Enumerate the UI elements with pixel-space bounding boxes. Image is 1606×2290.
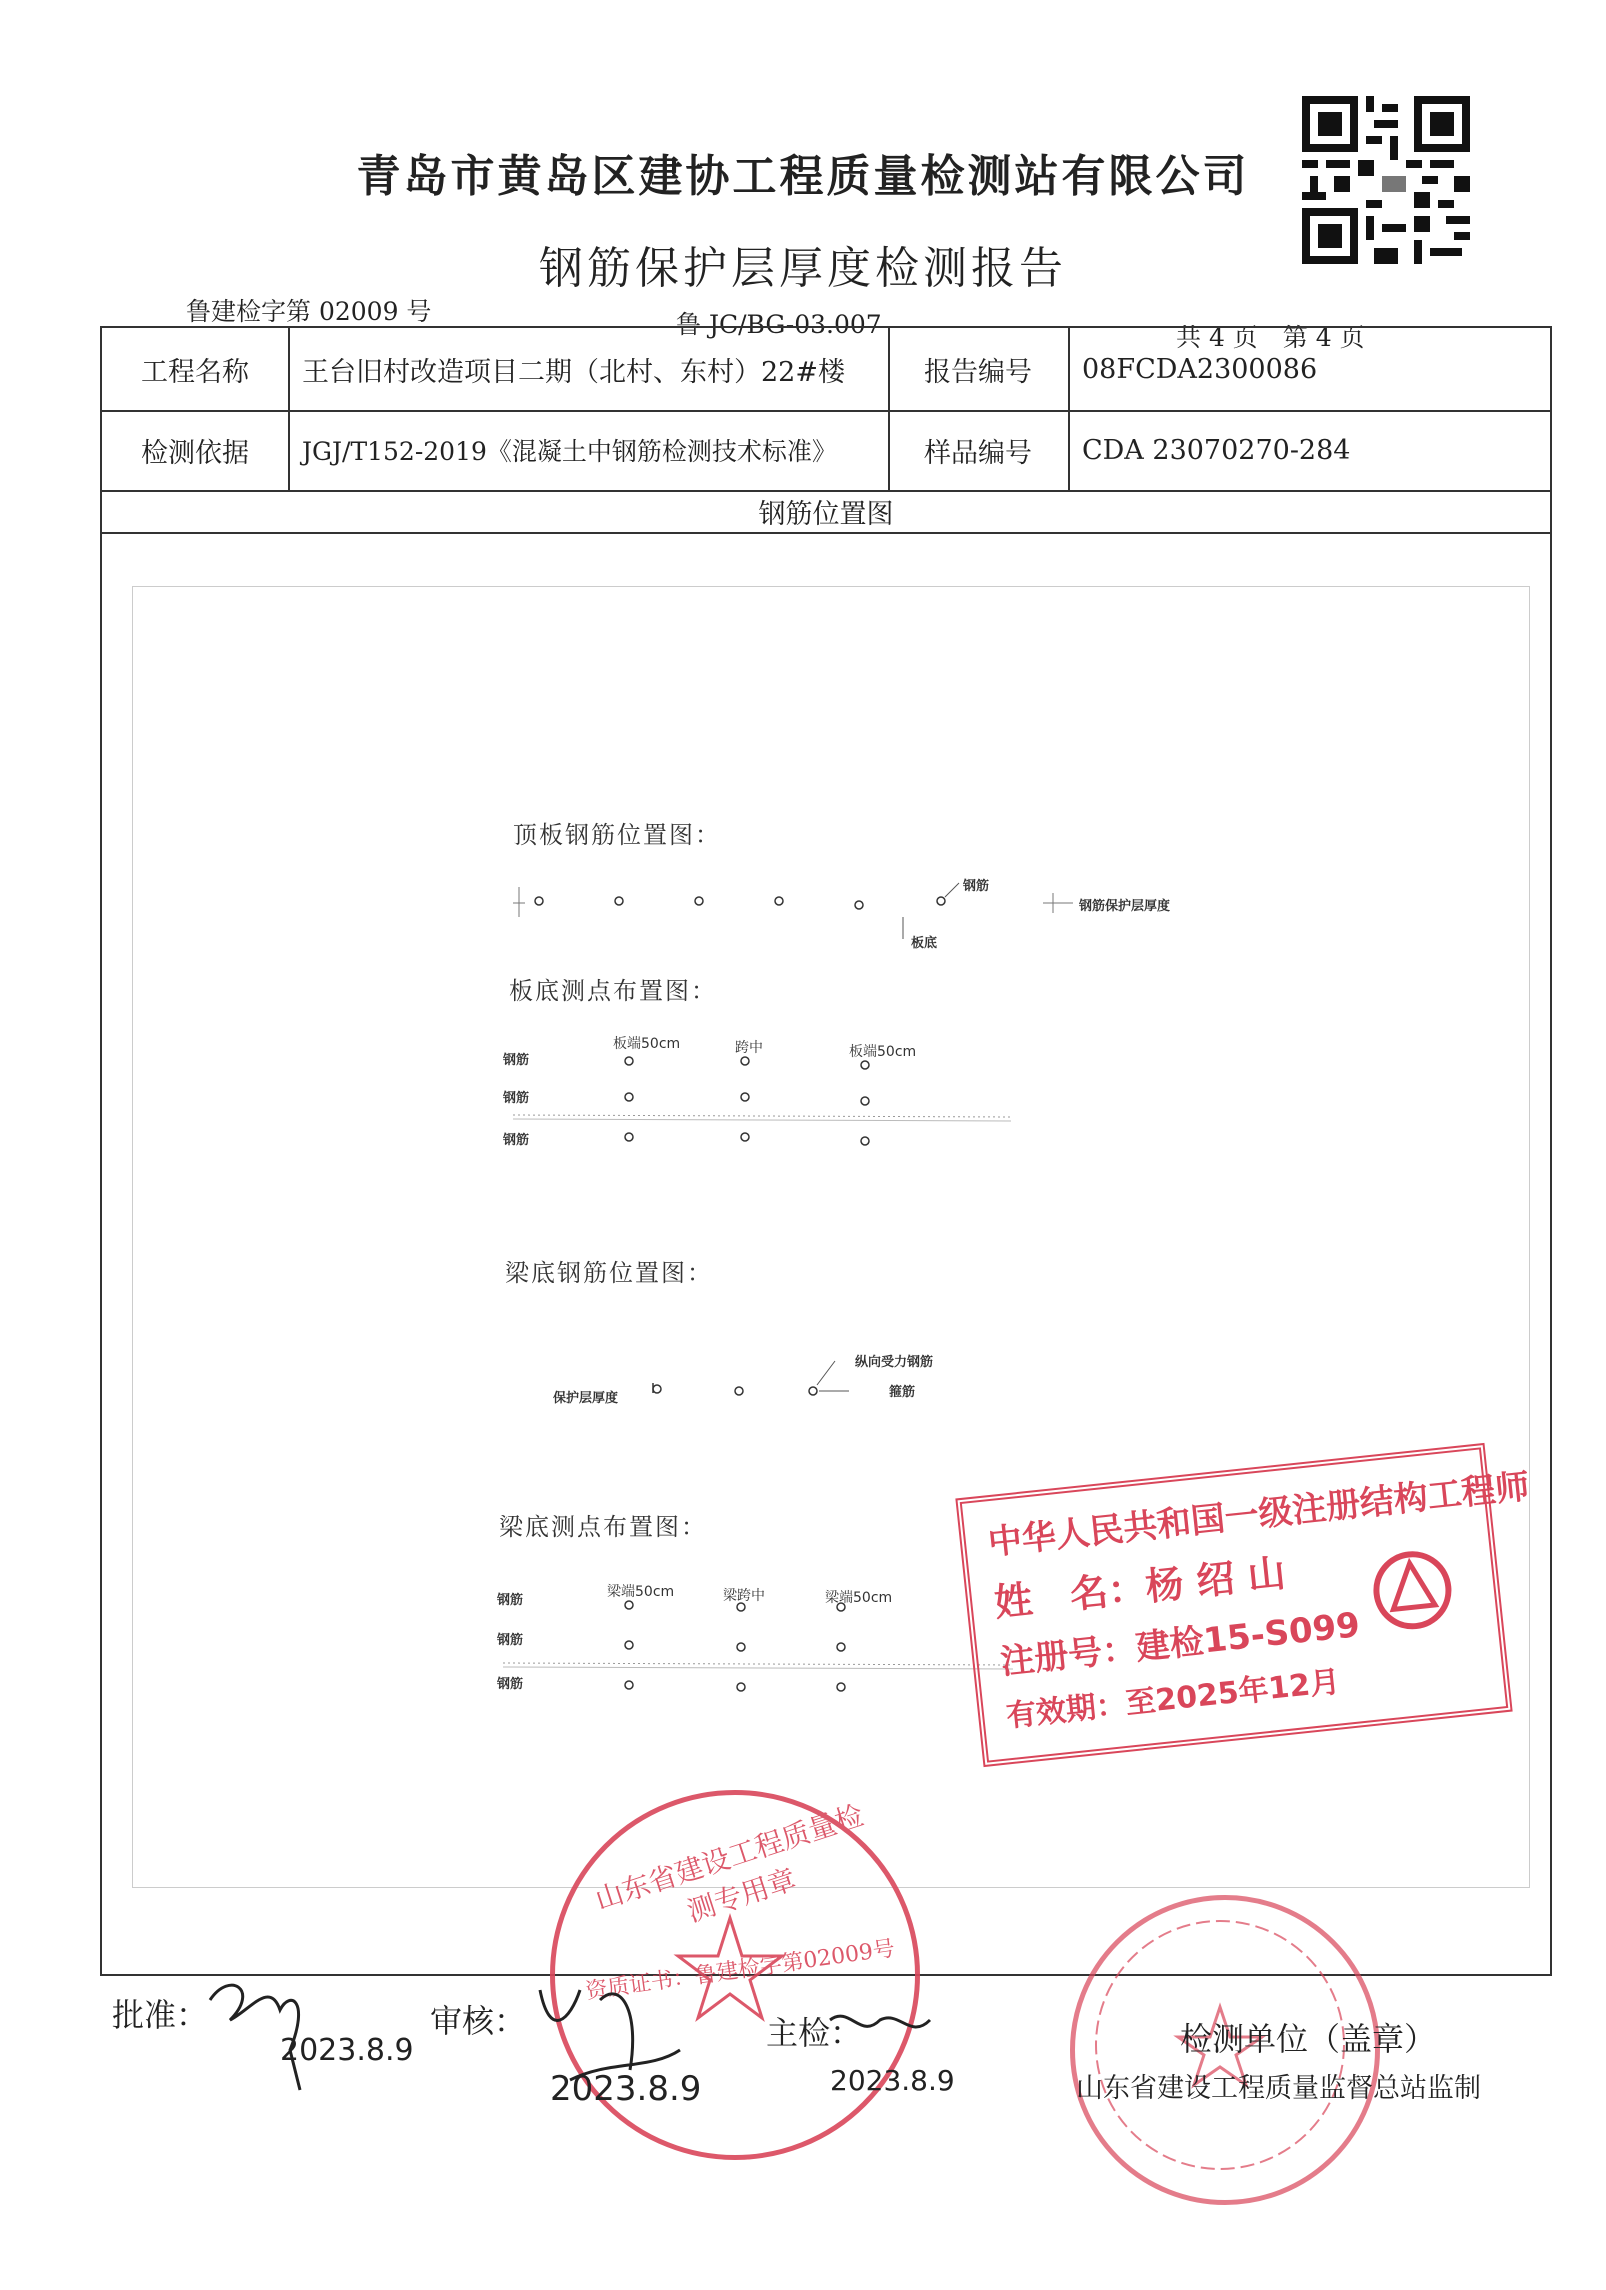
beam-cover-label: 保护层厚度 bbox=[553, 1391, 619, 1406]
engineer-stamp bbox=[955, 1443, 1532, 1767]
round-stamp-text: 山东省建设工程质量检测专用章 bbox=[591, 1798, 868, 1929]
basis-value: JGJ/T152-2019《混凝土中钢筋检测技术标准》 bbox=[302, 437, 837, 466]
approve-signature bbox=[190, 1960, 430, 2110]
beam-points-grid bbox=[503, 1599, 1023, 1699]
slab-rebar-title: 顶板钢筋位置图： bbox=[513, 821, 721, 849]
beam-col-1: 梁端50cm bbox=[607, 1584, 675, 1600]
page-info: 共 4 页 第 4 页 bbox=[1176, 323, 1365, 352]
approve-label: 批准： bbox=[112, 1996, 209, 2034]
beam-row-2: 钢筋 bbox=[497, 1633, 524, 1648]
cert-number: 鲁建检字第 02009 号 bbox=[186, 297, 432, 326]
company-name: 青岛市黄岛区建协工程质量检测站有限公司 bbox=[356, 151, 1250, 202]
sample-no-label: 样品编号 bbox=[924, 437, 1032, 469]
report-no-value: 08FCDA2300086 bbox=[1082, 353, 1318, 385]
qr-code-icon bbox=[1302, 96, 1470, 264]
engineer-stamp-title: 中华人民共和国一级注册结构工程师 bbox=[986, 1466, 1532, 1564]
inspect-signature bbox=[820, 2000, 1000, 2110]
cover-thickness-label: 钢筋保护层厚度 bbox=[1079, 899, 1171, 914]
beam-rebar-title: 梁底钢筋位置图： bbox=[505, 1259, 713, 1287]
engineer-stamp-valid: 有效期：至2025年12月 bbox=[1004, 1664, 1342, 1735]
round-stamp-cert: 资质证书：鲁建检字第02009号 bbox=[584, 1936, 897, 2005]
project-name-value: 王台旧村改造项目二期（北村、东村）22#楼 bbox=[302, 356, 845, 388]
slab-row-2: 钢筋 bbox=[503, 1091, 530, 1106]
beam-row-3: 钢筋 bbox=[497, 1677, 524, 1692]
form-number: 鲁 JC/BG-03.007 bbox=[676, 310, 882, 339]
slab-points-title: 板底测点布置图： bbox=[509, 977, 717, 1005]
slab-points-grid bbox=[513, 1047, 1013, 1157]
slab-row-3: 钢筋 bbox=[503, 1133, 530, 1148]
slab-rebar-label: 钢筋 bbox=[963, 879, 990, 894]
review-signature bbox=[530, 1960, 770, 2110]
slab-col-1: 板端50cm bbox=[613, 1036, 681, 1052]
beam-points-title: 梁底测点布置图： bbox=[499, 1513, 707, 1541]
slab-col-2: 跨中 bbox=[735, 1040, 763, 1056]
section-title: 钢筋位置图 bbox=[758, 498, 894, 530]
slab-bottom-label: 板底 bbox=[911, 936, 938, 951]
beam-rebar-diagram bbox=[613, 1347, 873, 1407]
sample-no-value: CDA 23070270-284 bbox=[1082, 434, 1351, 466]
project-name-label: 工程名称 bbox=[141, 356, 249, 388]
basis-label: 检测依据 bbox=[141, 437, 249, 469]
supervision-note: 山东省建设工程质量监督总站监制 bbox=[1076, 2073, 1481, 2104]
testing-unit-label: 检测单位（盖章） bbox=[1180, 2020, 1437, 2058]
engineer-seal-icon bbox=[1367, 1545, 1457, 1635]
beam-row-1: 钢筋 bbox=[497, 1593, 524, 1608]
approve-date: 2023.8.9 bbox=[280, 2033, 414, 2068]
inspect-date: 2023.8.9 bbox=[830, 2064, 955, 2097]
beam-stirrup-label: 箍筋 bbox=[889, 1385, 916, 1400]
report-title: 钢筋保护层厚度检测报告 bbox=[539, 243, 1067, 294]
review-label: 审核： bbox=[430, 2002, 527, 2040]
slab-col-3: 板端50cm bbox=[849, 1044, 917, 1060]
beam-col-3: 梁端50cm bbox=[825, 1590, 893, 1606]
slab-row-1: 钢筋 bbox=[503, 1053, 530, 1068]
beam-long-rebar-label: 纵向受力钢筋 bbox=[855, 1355, 934, 1370]
review-date: 2023.8.9 bbox=[550, 2069, 702, 2109]
inspect-label: 主检： bbox=[766, 2014, 863, 2052]
report-no-label: 报告编号 bbox=[924, 356, 1032, 388]
engineer-stamp-name: 姓 名：杨 绍 山 bbox=[992, 1550, 1288, 1625]
engineer-stamp-reg: 注册号：建检15-S099 bbox=[998, 1605, 1362, 1683]
beam-col-2: 梁跨中 bbox=[723, 1588, 765, 1604]
